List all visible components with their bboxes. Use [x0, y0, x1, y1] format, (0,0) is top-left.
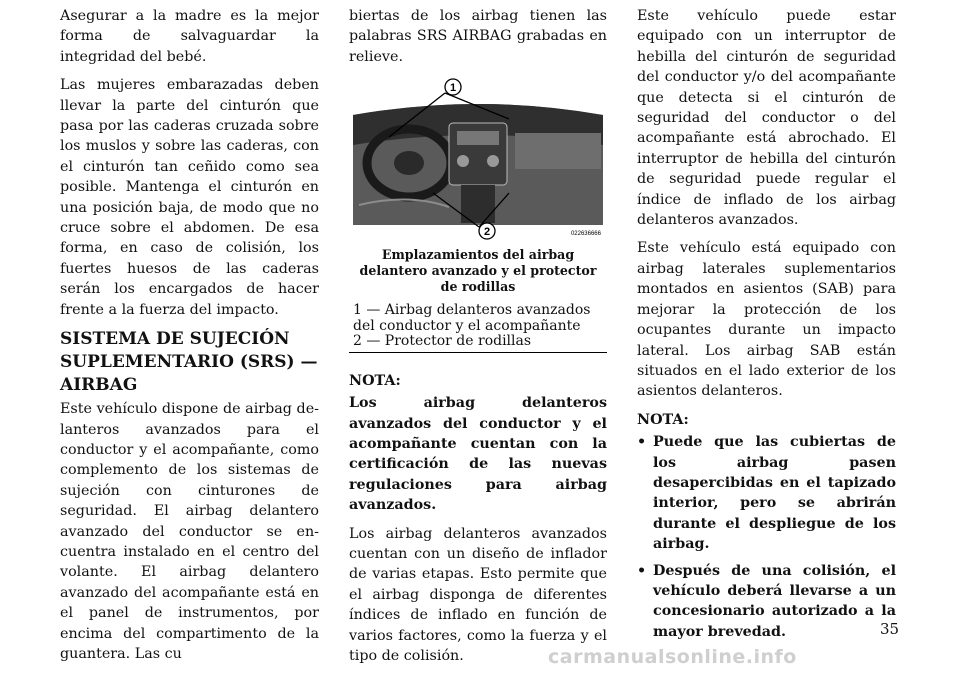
nota-text: Los airbag delanteros avanzados del conductor y el acompañante cuentan con la certificación de las nuevas regulaciones para airbag avanzados. [349, 395, 607, 514]
nota-label: NOTA: [349, 372, 401, 389]
list-item: • Después de una colisión, el vehículo deberá llevarse a un concesionario autorizado a la mayor brevedad. [637, 562, 896, 640]
column-middle [349, 6, 607, 674]
paragraph: Este vehículo puede estar equipado con un interruptor de hebilla del cinturón de seguridad del conductor y/o del acompañante que detecta si el cinturón de seguridad del conductor o del acompañante está abrochado. El interruptor de hebilla del cinturón de seguridad puede regular el índice de inflado de los airbag delanteros avanzados. [637, 8, 896, 229]
legend-item-2: 2 — Protector de rodillas [353, 333, 532, 350]
paragraph: Este vehículo dispone de airbag delanteros avanzados para el conductor y el acompañante, como complemento de los sistemas de sujeción con cinturones de seguridad. El airbag delantero avanzado del conductor se encuentra instalado en el centro del volante. El airbag delantero avanzado del acompañante está en el panel de instrumentos, por encima del compartimento de la guantera. Las cu [60, 401, 319, 662]
paragraph: Asegurar a la madre es la mejor forma de salvaguardar la integridad del bebé. [60, 8, 319, 65]
paragraph: biertas de los airbag tienen las palabras SRS AIRBAG grabadas en relieve. [349, 8, 607, 65]
list-item: • Puede que las cubiertas de los airbag pasen desapercibidas en el tapizado interior, pero se abrirán durante el despliegue de los airbag. [637, 434, 896, 553]
callout-1-label: 1 [449, 82, 457, 95]
column-right [637, 6, 896, 648]
airbag-location-illustration [349, 75, 607, 243]
bullet-icon: • [637, 562, 647, 579]
paragraph: Los airbag delanteros avanzados cuentan con un diseño de inflador de varias etapas. Esto permite que el airbag disponga de diferentes índices de inflado en función de varios factores, como la fuerza y el tipo de colisión. [349, 525, 607, 664]
image-code: 022636666 [570, 231, 601, 238]
dashboard-figure [349, 75, 607, 243]
bullet-icon: • [637, 434, 647, 451]
paragraph: Este vehículo está equipado con airbag laterales suplementarios montados en asientos (SAB) para mejorar la protección de los ocupantes durante un impacto lateral. Los airbag SAB están situados en el lado exterior de los asientos delanteros. [637, 240, 896, 400]
legend-item-1: 1 — Airbag delanteros avanzados del conductor y el acompañante [353, 302, 591, 334]
watermark: carmanualsonline.info [548, 646, 797, 668]
nota-label: NOTA: [637, 411, 689, 428]
column-left [60, 6, 319, 672]
section-heading: SISTEMA DE SUJECIÓN SUPLEMENTARIO (SRS) — AIRBAG [60, 329, 318, 396]
figure-caption: Emplazamientos del airbag delantero avanzado y el protector de rodillas [359, 247, 597, 295]
callout-2-label: 2 [483, 226, 491, 239]
figure-legend [349, 303, 607, 353]
page-number: 35 [880, 620, 900, 638]
nota-list [637, 432, 896, 642]
paragraph: Las mujeres embarazadas deben llevar la parte del cinturón que pasa por las caderas cruzada sobre los muslos y sobre las caderas, con el cinturón tan ceñido como sea posible. Mantenga el cinturón en una posición baja, de modo que no cruce sobre el abdomen. De esa forma, en caso de colisión, los fuertes huesos de las caderas serán los encargados de hacer frente a la fuerza del impacto. [60, 77, 319, 318]
